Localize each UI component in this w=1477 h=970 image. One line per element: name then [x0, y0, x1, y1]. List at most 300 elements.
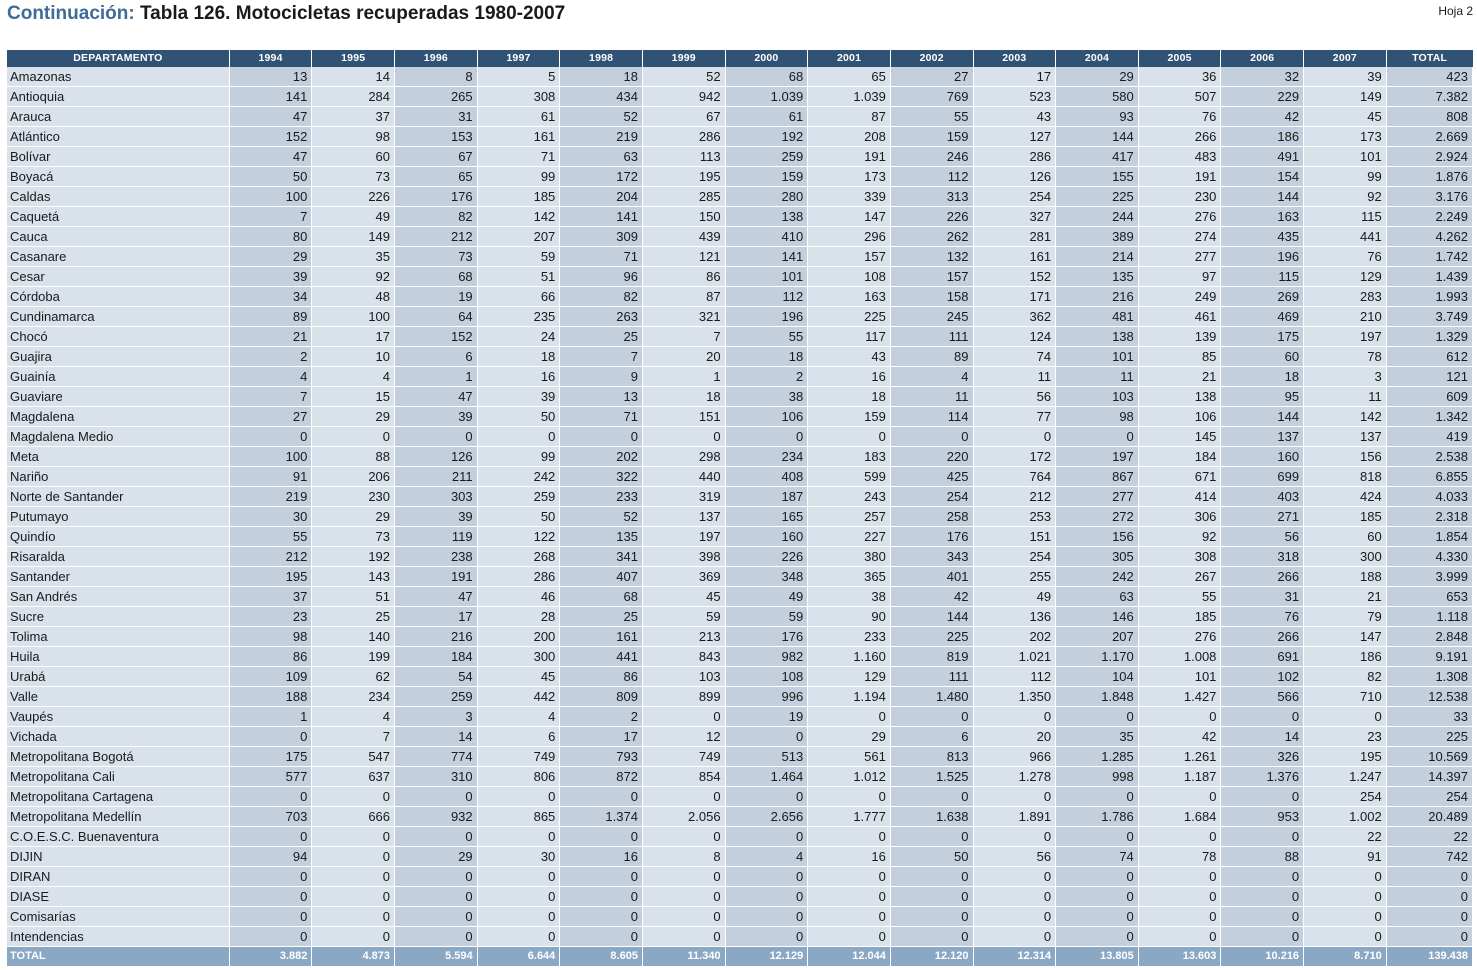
row-label: Vaupés	[7, 707, 229, 727]
table-cell: 150	[642, 207, 725, 227]
table-cell: 156	[1056, 527, 1139, 547]
table-cell: 99	[1304, 167, 1387, 187]
table-cell: 42	[1221, 107, 1304, 127]
table-cell: 1.118	[1386, 607, 1472, 627]
table-cell: 0	[725, 827, 808, 847]
table-cell: 0	[725, 927, 808, 947]
table-cell: 21	[1138, 367, 1221, 387]
table-cell: 78	[1304, 347, 1387, 367]
table-cell: 0	[1386, 887, 1472, 907]
table-row	[7, 667, 1473, 687]
table-cell: 152	[395, 327, 478, 347]
page-title	[7, 2, 565, 28]
table-cell: 37	[229, 587, 312, 607]
table-cell: 867	[1056, 467, 1139, 487]
row-label: Caldas	[7, 187, 229, 207]
table-cell: 0	[395, 887, 478, 907]
table-cell: 254	[973, 547, 1056, 567]
table-cell: 1.439	[1386, 267, 1472, 287]
table-cell: 408	[725, 467, 808, 487]
table-cell: 0	[973, 907, 1056, 927]
table-cell: 0	[312, 867, 395, 887]
row-label: Magdalena	[7, 407, 229, 427]
table-cell: 20	[642, 347, 725, 367]
table-cell: 74	[1056, 847, 1139, 867]
table-cell: 192	[312, 547, 395, 567]
table-cell: 0	[1304, 887, 1387, 907]
table-cell: 742	[1386, 847, 1472, 867]
table-cell: 195	[642, 167, 725, 187]
table-cell: 266	[1138, 127, 1221, 147]
table-cell: 212	[229, 547, 312, 567]
table-cell: 87	[808, 107, 891, 127]
table-cell: 0	[890, 927, 973, 947]
table-cell: 35	[312, 247, 395, 267]
table-cell: 92	[312, 267, 395, 287]
table-cell: 149	[312, 227, 395, 247]
table-cell: 202	[973, 627, 1056, 647]
table-row	[7, 307, 1473, 327]
table-row	[7, 267, 1473, 287]
table-cell: 17	[973, 67, 1056, 87]
table-cell: 219	[229, 487, 312, 507]
table-cell: 0	[1056, 867, 1139, 887]
table-cell: 196	[725, 307, 808, 327]
table-cell: 45	[642, 587, 725, 607]
total-cell: 6.644	[477, 947, 560, 967]
table-cell: 8	[642, 847, 725, 867]
row-label: Quindío	[7, 527, 229, 547]
table-cell: 0	[1056, 887, 1139, 907]
table-cell: 1.039	[725, 87, 808, 107]
table-cell: 0	[725, 727, 808, 747]
table-cell: 0	[642, 887, 725, 907]
table-cell: 76	[1138, 107, 1221, 127]
table-cell: 0	[312, 887, 395, 907]
table-cell: 92	[1138, 527, 1221, 547]
table-cell: 0	[808, 907, 891, 927]
table-cell: 808	[1386, 107, 1472, 127]
table-cell: 119	[395, 527, 478, 547]
table-cell: 46	[477, 587, 560, 607]
table-cell: 56	[973, 387, 1056, 407]
table-cell: 207	[1056, 627, 1139, 647]
table-cell: 769	[890, 87, 973, 107]
table-cell: 139	[1138, 327, 1221, 347]
table-cell: 425	[890, 467, 973, 487]
table-cell: 206	[312, 467, 395, 487]
table-cell: 306	[1138, 507, 1221, 527]
table-cell: 68	[560, 587, 643, 607]
table-cell: 101	[1304, 147, 1387, 167]
table-cell: 0	[229, 427, 312, 447]
table-cell: 207	[477, 227, 560, 247]
table-cell: 1	[395, 367, 478, 387]
row-label: Nariño	[7, 467, 229, 487]
table-cell: 0	[1138, 827, 1221, 847]
table-cell: 441	[560, 647, 643, 667]
table-cell: 4	[312, 367, 395, 387]
table-cell: 710	[1304, 687, 1387, 707]
table-cell: 0	[312, 787, 395, 807]
table-cell: 1.777	[808, 807, 891, 827]
row-label: Valle	[7, 687, 229, 707]
table-cell: 216	[1056, 287, 1139, 307]
table-cell: 0	[1138, 927, 1221, 947]
table-row	[7, 607, 1473, 627]
table-cell: 65	[395, 167, 478, 187]
table-cell: 0	[312, 827, 395, 847]
table-cell: 64	[395, 307, 478, 327]
table-cell: 160	[725, 527, 808, 547]
table-cell: 50	[477, 507, 560, 527]
table-row	[7, 327, 1473, 347]
table-cell: 99	[477, 167, 560, 187]
table-cell: 4.262	[1386, 227, 1472, 247]
table-cell: 389	[1056, 227, 1139, 247]
row-label: Guajira	[7, 347, 229, 367]
table-cell: 102	[1221, 667, 1304, 687]
table-cell: 147	[1304, 627, 1387, 647]
table-cell: 39	[229, 267, 312, 287]
table-cell: 0	[890, 427, 973, 447]
table-cell: 0	[395, 907, 478, 927]
table-cell: 82	[560, 287, 643, 307]
table-cell: 3	[1304, 367, 1387, 387]
table-cell: 47	[229, 107, 312, 127]
table-cell: 547	[312, 747, 395, 767]
table-cell: 185	[1138, 607, 1221, 627]
table-cell: 966	[973, 747, 1056, 767]
table-cell: 1.854	[1386, 527, 1472, 547]
header-cell: 2000	[725, 50, 808, 67]
table-cell: 0	[1221, 827, 1304, 847]
table-cell: 671	[1138, 467, 1221, 487]
table-cell: 35	[1056, 727, 1139, 747]
row-label: Metropolitana Cartagena	[7, 787, 229, 807]
table-cell: 143	[312, 567, 395, 587]
table-cell: 144	[1221, 187, 1304, 207]
table-cell: 196	[1221, 247, 1304, 267]
table-cell: 16	[808, 847, 891, 867]
table-cell: 7	[312, 727, 395, 747]
table-cell: 244	[1056, 207, 1139, 227]
table-cell: 0	[642, 867, 725, 887]
table-cell: 0	[560, 787, 643, 807]
table-cell: 225	[1056, 187, 1139, 207]
table-cell: 60	[1304, 527, 1387, 547]
table-cell: 0	[808, 887, 891, 907]
table-cell: 63	[560, 147, 643, 167]
table-cell: 1.187	[1138, 767, 1221, 787]
table-cell: 151	[973, 527, 1056, 547]
table-row	[7, 147, 1473, 167]
table-cell: 106	[725, 407, 808, 427]
row-label: Santander	[7, 567, 229, 587]
table-cell: 121	[642, 247, 725, 267]
header-cell: 1994	[229, 50, 312, 67]
table-cell: 225	[1386, 727, 1472, 747]
table-cell: 71	[560, 407, 643, 427]
table-cell: 186	[1304, 647, 1387, 667]
table-cell: 327	[973, 207, 1056, 227]
table-cell: 9.191	[1386, 647, 1472, 667]
header-cell: TOTAL	[1386, 50, 1472, 67]
row-label: Córdoba	[7, 287, 229, 307]
table-cell: 109	[229, 667, 312, 687]
table-cell: 0	[808, 867, 891, 887]
sheet-label: Hoja 2	[1438, 4, 1473, 18]
total-cell: 12.044	[808, 947, 891, 967]
table-cell: 982	[725, 647, 808, 667]
table-cell: 27	[229, 407, 312, 427]
row-label: DIRAN	[7, 867, 229, 887]
table-cell: 313	[890, 187, 973, 207]
table-cell: 137	[1221, 427, 1304, 447]
table-cell: 0	[890, 827, 973, 847]
table-cell: 276	[1138, 627, 1221, 647]
table-cell: 953	[1221, 807, 1304, 827]
table-cell: 0	[642, 787, 725, 807]
table-cell: 200	[477, 627, 560, 647]
table-cell: 88	[1221, 847, 1304, 867]
header-cell: 1995	[312, 50, 395, 67]
table-cell: 7	[229, 207, 312, 227]
table-cell: 0	[1056, 787, 1139, 807]
table-cell: 0	[477, 787, 560, 807]
header-cell: 2002	[890, 50, 973, 67]
table-cell: 561	[808, 747, 891, 767]
table-cell: 0	[973, 787, 1056, 807]
table-cell: 11	[1304, 387, 1387, 407]
table-row	[7, 727, 1473, 747]
table-cell: 283	[1304, 287, 1387, 307]
table-cell: 59	[725, 607, 808, 627]
table-cell: 269	[1221, 287, 1304, 307]
table-cell: 149	[1304, 87, 1387, 107]
total-cell: 3.882	[229, 947, 312, 967]
total-cell: 8.605	[560, 947, 643, 967]
table-cell: 319	[642, 487, 725, 507]
table-cell: 10.569	[1386, 747, 1472, 767]
table-cell: 39	[395, 507, 478, 527]
table-cell: 254	[1386, 787, 1472, 807]
table-cell: 0	[642, 427, 725, 447]
table-cell: 1.039	[808, 87, 891, 107]
table-cell: 0	[477, 827, 560, 847]
table-cell: 0	[1386, 927, 1472, 947]
table-cell: 45	[1304, 107, 1387, 127]
table-cell: 0	[312, 927, 395, 947]
table-cell: 3	[395, 707, 478, 727]
table-cell: 29	[312, 507, 395, 527]
table-cell: 78	[1138, 847, 1221, 867]
table-cell: 0	[890, 707, 973, 727]
table-cell: 146	[1056, 607, 1139, 627]
table-cell: 144	[1056, 127, 1139, 147]
row-label: Metropolitana Bogotá	[7, 747, 229, 767]
table-cell: 1.480	[890, 687, 973, 707]
table-cell: 56	[1221, 527, 1304, 547]
table-cell: 87	[642, 287, 725, 307]
table-cell: 266	[1221, 567, 1304, 587]
table-cell: 274	[1138, 227, 1221, 247]
table-cell: 82	[1304, 667, 1387, 687]
table-cell: 50	[229, 167, 312, 187]
table-cell: 0	[1056, 927, 1139, 947]
table-cell: 195	[1304, 747, 1387, 767]
table-cell: 226	[890, 207, 973, 227]
table-cell: 73	[312, 167, 395, 187]
table-cell: 341	[560, 547, 643, 567]
table-cell: 76	[1221, 607, 1304, 627]
row-label: San Andrés	[7, 587, 229, 607]
table-cell: 113	[642, 147, 725, 167]
header-departamento: DEPARTAMENTO	[7, 50, 229, 67]
table-cell: 47	[395, 387, 478, 407]
table-cell: 233	[560, 487, 643, 507]
table-cell: 2	[560, 707, 643, 727]
table-cell: 0	[1056, 427, 1139, 447]
table-cell: 380	[808, 547, 891, 567]
table-cell: 242	[477, 467, 560, 487]
table-cell: 819	[890, 647, 973, 667]
table-cell: 0	[642, 927, 725, 947]
table-cell: 0	[1386, 907, 1472, 927]
table-cell: 0	[1138, 887, 1221, 907]
header-cell: 1997	[477, 50, 560, 67]
table-cell: 129	[808, 667, 891, 687]
table-cell: 0	[395, 787, 478, 807]
table-cell: 434	[560, 87, 643, 107]
table-cell: 0	[560, 907, 643, 927]
table-cell: 100	[229, 187, 312, 207]
table-cell: 160	[1221, 447, 1304, 467]
table-cell: 25	[312, 607, 395, 627]
table-cell: 369	[642, 567, 725, 587]
table-cell: 0	[395, 867, 478, 887]
table-cell: 1.308	[1386, 667, 1472, 687]
table-cell: 98	[312, 127, 395, 147]
table-cell: 0	[973, 427, 1056, 447]
table-cell: 92	[1304, 187, 1387, 207]
table-cell: 234	[725, 447, 808, 467]
table-cell: 14	[395, 727, 478, 747]
table-cell: 43	[973, 107, 1056, 127]
table-cell: 6.855	[1386, 467, 1472, 487]
table-cell: 666	[312, 807, 395, 827]
table-cell: 1.021	[973, 647, 1056, 667]
table-cell: 1.742	[1386, 247, 1472, 267]
table-cell: 0	[1221, 867, 1304, 887]
table-cell: 23	[1304, 727, 1387, 747]
row-label: Antioquia	[7, 87, 229, 107]
table-cell: 0	[1304, 707, 1387, 727]
table-cell: 1.427	[1138, 687, 1221, 707]
table-cell: 9	[560, 367, 643, 387]
table-cell: 6	[395, 347, 478, 367]
table-cell: 0	[973, 827, 1056, 847]
table-cell: 809	[560, 687, 643, 707]
table-cell: 414	[1138, 487, 1221, 507]
header-cell: 2007	[1304, 50, 1387, 67]
table-cell: 45	[477, 667, 560, 687]
table-cell: 191	[808, 147, 891, 167]
table-cell: 187	[725, 487, 808, 507]
table-cell: 199	[312, 647, 395, 667]
table-cell: 7.382	[1386, 87, 1472, 107]
table-cell: 60	[312, 147, 395, 167]
table-cell: 300	[1304, 547, 1387, 567]
table-cell: 20.489	[1386, 807, 1472, 827]
table-cell: 481	[1056, 307, 1139, 327]
table-cell: 95	[1221, 387, 1304, 407]
table-cell: 843	[642, 647, 725, 667]
table-cell: 173	[808, 167, 891, 187]
table-cell: 227	[808, 527, 891, 547]
table-cell: 280	[725, 187, 808, 207]
table-cell: 806	[477, 767, 560, 787]
table-cell: 265	[395, 87, 478, 107]
table-cell: 61	[477, 107, 560, 127]
total-cell: 12.314	[973, 947, 1056, 967]
table-row	[7, 227, 1473, 247]
table-cell: 197	[1304, 327, 1387, 347]
row-label: Norte de Santander	[7, 487, 229, 507]
table-cell: 0	[229, 787, 312, 807]
table-cell: 0	[395, 827, 478, 847]
table-cell: 423	[1386, 67, 1472, 87]
table-cell: 50	[890, 847, 973, 867]
table-cell: 305	[1056, 547, 1139, 567]
table-cell: 18	[808, 387, 891, 407]
table-cell: 60	[1221, 347, 1304, 367]
table-cell: 0	[395, 927, 478, 947]
row-label: Meta	[7, 447, 229, 467]
table-cell: 998	[1056, 767, 1139, 787]
table-cell: 262	[890, 227, 973, 247]
table-cell: 49	[312, 207, 395, 227]
table-cell: 424	[1304, 487, 1387, 507]
table-cell: 93	[1056, 107, 1139, 127]
table-cell: 65	[808, 67, 891, 87]
table-cell: 653	[1386, 587, 1472, 607]
table-cell: 161	[560, 627, 643, 647]
table-cell: 39	[1304, 67, 1387, 87]
table-cell: 59	[642, 607, 725, 627]
table-row	[7, 767, 1473, 787]
table-cell: 0	[1221, 707, 1304, 727]
header-cell: 2006	[1221, 50, 1304, 67]
table-cell: 0	[973, 867, 1056, 887]
table-cell: 29	[312, 407, 395, 427]
table-cell: 258	[890, 507, 973, 527]
table-cell: 1.638	[890, 807, 973, 827]
table-cell: 147	[808, 207, 891, 227]
table-cell: 0	[229, 927, 312, 947]
table-cell: 33	[1386, 707, 1472, 727]
table-cell: 112	[973, 667, 1056, 687]
table-row	[7, 207, 1473, 227]
table-cell: 136	[973, 607, 1056, 627]
table-cell: 112	[890, 167, 973, 187]
table-cell: 115	[1221, 267, 1304, 287]
header-cell: 1998	[560, 50, 643, 67]
table-cell: 18	[560, 67, 643, 87]
table-cell: 1.993	[1386, 287, 1472, 307]
table-cell: 407	[560, 567, 643, 587]
table-cell: 0	[890, 867, 973, 887]
